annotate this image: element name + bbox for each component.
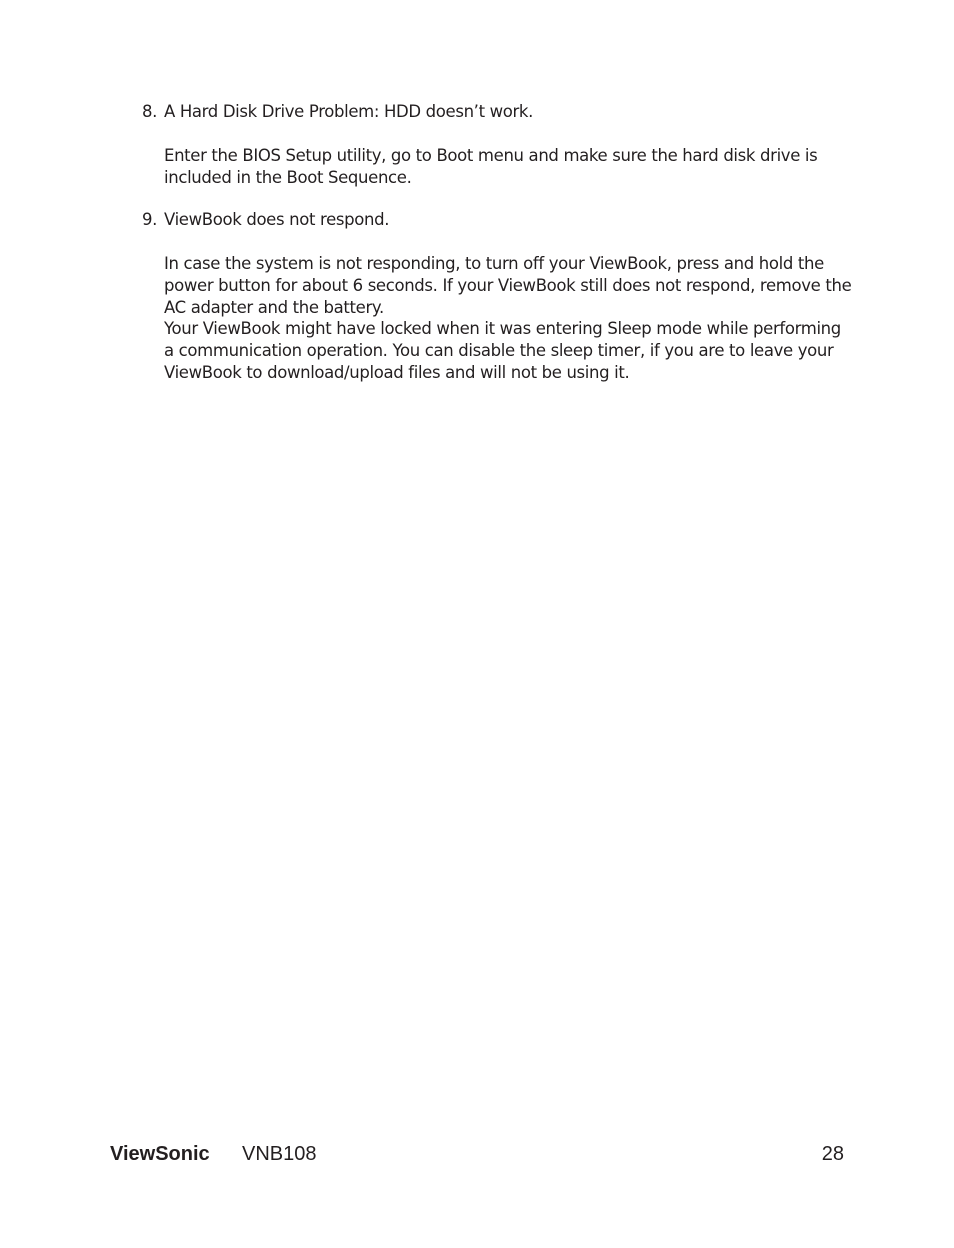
item-heading	[142, 101, 852, 123]
footer-brand: ViewSonic	[110, 1143, 210, 1165]
troubleshooting-item-8	[142, 101, 852, 189]
page-number: 28	[821, 1143, 844, 1165]
item-paragraph: Enter the BIOS Setup utility, go to Boot menu and make sure the hard disk drive is included in the Boot Sequence.	[164, 146, 818, 187]
item-paragraph: Your ViewBook might have locked when it was entering Sleep mode while performing a communication operation. You can disable the sleep timer, if you are to leave your ViewBook to download/upload files and will not be using it.	[164, 319, 841, 382]
item-body	[164, 253, 852, 384]
item-title: A Hard Disk Drive Problem: HDD doesn’t work.	[164, 102, 534, 121]
troubleshooting-item-9	[142, 209, 852, 384]
item-number: 9.	[142, 210, 158, 229]
item-heading	[142, 209, 852, 231]
page-footer	[110, 1142, 844, 1166]
item-title: ViewBook does not respond.	[164, 210, 390, 229]
item-paragraph: In case the system is not responding, to turn off your ViewBook, press and hold the power button for about 6 seconds. If your ViewBook still does not respond, remove the AC adapter and the battery.	[164, 254, 852, 317]
item-body	[164, 145, 852, 189]
footer-model: VNB108	[242, 1143, 317, 1165]
item-number: 8.	[142, 102, 158, 121]
